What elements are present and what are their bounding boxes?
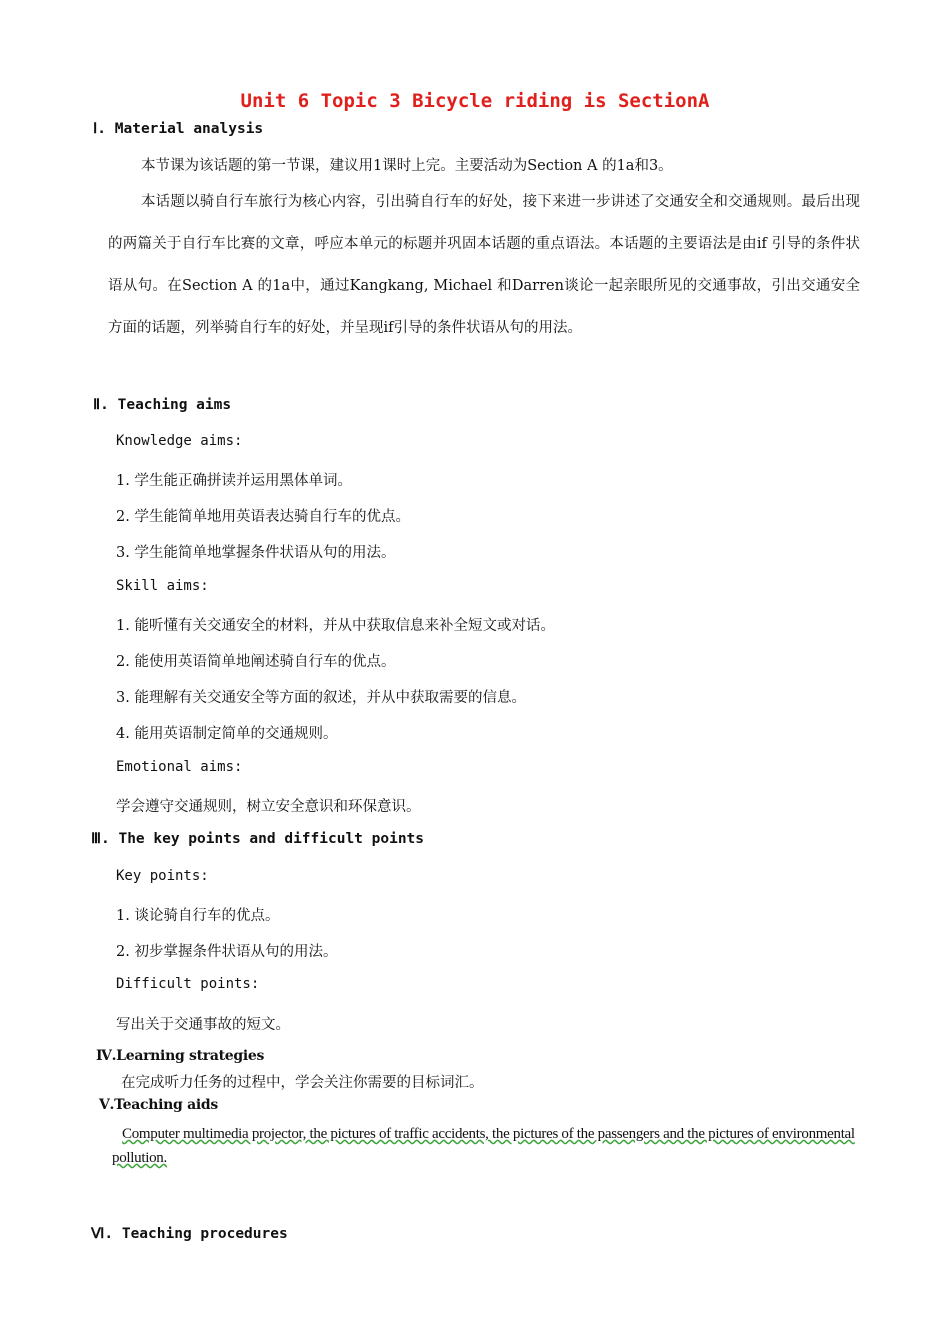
skill-aims-label: Skill aims: <box>116 578 209 594</box>
section-6-heading <box>91 1226 288 1242</box>
section-1-heading <box>93 121 263 137</box>
knowledge-aims-label: Knowledge aims: <box>116 433 243 449</box>
section-1-title: Material analysis <box>114 121 264 137</box>
section-6-title: Teaching procedures <box>121 1226 288 1242</box>
section-2-number: Ⅱ. <box>93 397 109 413</box>
emotional-aims-label: Emotional aims: <box>116 759 243 775</box>
skill-aim-item: 2. 能使用英语简单地阐述骑自行车的优点。 <box>116 654 396 670</box>
skill-aim-item: 3. 能理解有关交通安全等方面的叙述，并从中获取需要的信息。 <box>116 690 526 706</box>
section-5-title: Teaching aids <box>114 1097 218 1113</box>
skill-aim-item: 4. 能用英语制定简单的交通规则。 <box>116 726 338 742</box>
document-title: Unit 6 Topic 3 Bicycle riding is SectionA <box>240 90 710 112</box>
key-point-item: 2. 初步掌握条件状语从句的用法。 <box>116 944 338 960</box>
section-3-number: Ⅲ. <box>91 831 110 847</box>
emotional-aims-text: 学会遵守交通规则，树立安全意识和环保意识。 <box>116 799 421 815</box>
knowledge-aim-item: 1. 学生能正确拼读并运用黑体单词。 <box>116 473 352 489</box>
section-5-number: Ⅴ. <box>99 1097 115 1113</box>
section-4-title: Learning strategies <box>116 1048 265 1064</box>
section-4-number: Ⅳ. <box>96 1048 117 1064</box>
section-2-heading <box>93 397 231 413</box>
section-1-number: Ⅰ. <box>93 121 107 137</box>
knowledge-aim-item: 2. 学生能简单地用英语表达骑自行车的优点。 <box>116 509 410 525</box>
section-1-paragraph-2: 本话题以骑自行车旅行为核心内容，引出骑自行车的好处，接下来进一步讲述了交通安全和交通规则。最后出现的两篇关于自行车比赛的文章，呼应本单元的标题并巩固本话题的重点语法。本话题的主要语法是由if 引导的条件状语从句。在Section A 的1a中，通过Kangkang, Michael 和Darren谈论一起亲眼所见的交通事故，引出交通安全方面的话题，列举骑自行车的好处，并呈现if引导的条件状语从句的用法。 <box>108 194 860 336</box>
section-3-heading <box>91 831 424 847</box>
learning-strategies-text: 在完成听力任务的过程中，学会关注你需要的目标词汇。 <box>121 1075 484 1091</box>
section-1-paragraph-1: 本节课为该话题的第一节课，建议用1课时上完。主要活动为Section A 的1a和3。 <box>141 158 673 174</box>
section-2-title: Teaching aims <box>117 397 232 413</box>
section-3-title: The key points and difficult points <box>118 831 425 847</box>
skill-aim-item: 1. 能听懂有关交通安全的材料，并从中获取信息来补全短文或对话。 <box>116 618 555 634</box>
difficult-points-label: Difficult points: <box>116 976 260 992</box>
key-point-item: 1. 谈论骑自行车的优点。 <box>116 908 280 924</box>
teaching-aids-text: Computer multimedia projector, the pictures of traffic accidents, the pictures of the passengers and the pictures of environmental pollution. <box>112 1126 855 1166</box>
difficult-points-text: 写出关于交通事故的短文。 <box>116 1017 290 1033</box>
key-points-label: Key points: <box>116 868 209 884</box>
section-6-number: Ⅵ. <box>91 1226 114 1242</box>
section-5-heading <box>99 1097 218 1113</box>
section-4-heading <box>96 1048 264 1064</box>
knowledge-aim-item: 3. 学生能简单地掌握条件状语从句的用法。 <box>116 545 396 561</box>
